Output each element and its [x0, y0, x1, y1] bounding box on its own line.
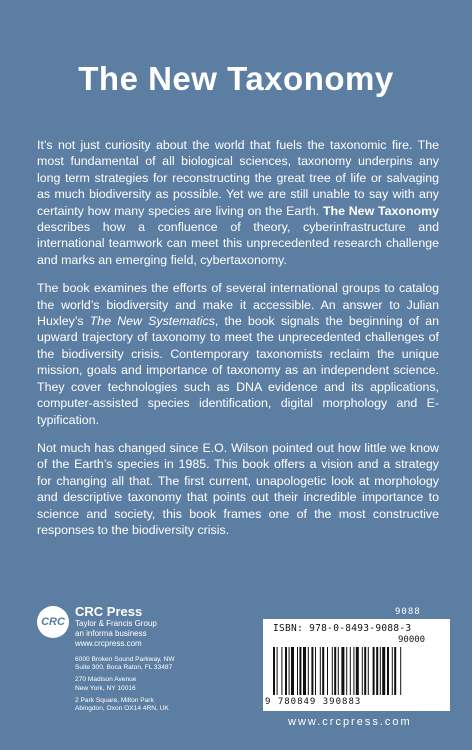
barcode-icon — [269, 647, 445, 697]
publisher-group: Taylor & Francis Group — [75, 619, 157, 628]
back-cover-blurb — [37, 137, 439, 550]
p1-text-b: describes how a confluence of theory, cyberinfrastructure and international teamwork can meet this unprecedented research challenge and marks an emerging field, cybertaxonomy. — [37, 220, 439, 267]
publisher-brand — [75, 604, 157, 649]
publisher-addresses — [75, 656, 175, 713]
address-line: Suite 300, Boca Raton, FL 33487 — [75, 664, 173, 672]
isbn-text: ISBN: 978-0-8493-9088-3 — [273, 623, 412, 634]
p1-bold-title: The New Taxonomy — [322, 203, 440, 218]
book-number: 9088 — [395, 607, 421, 617]
book-title: The New Taxonomy — [78, 60, 394, 97]
address-line: 6000 Broken Sound Parkway, NW — [75, 656, 175, 663]
publisher-tagline: an informa business — [75, 629, 147, 638]
publisher-website-small: www.crcpress.com — [75, 639, 142, 648]
blurb-paragraph-2 — [37, 280, 439, 428]
website-url: www.crcpress.com — [288, 716, 412, 728]
blurb-paragraph-3: Not much has changed since E.O. Wilson pointed out how little we know of the Earth’s species in 1985. This book offers a vision and a strategy for changing all that. The first current, unapologetic look at morphology and descriptive taxonomy that points out their incredible importance to science and society, this book frames one of the most constructive responses to the biodiversity crisis. — [37, 440, 439, 537]
blurb-paragraph-1 — [37, 137, 439, 268]
crc-logo-icon: CRC — [37, 606, 69, 638]
address-line: 270 Madison Avenue — [75, 676, 137, 684]
p2-text-b: , the book signals the beginning of an upward trajectory of taxonomy to meet the unprecedented challenges of the biodiversity crisis. Contemporary taxonomists reclaim the unique mission, goals and importance of taxonomy as an independent science. They cover technologies such as DNA evidence and its applications, computer-assisted species identification, digital morphology and E-typification. — [37, 314, 439, 427]
p2-italic-title: The New Systematics — [89, 314, 215, 329]
address-line: Abingdon, Oxon OX14 4RN, UK — [75, 705, 169, 713]
address-line: New York, NY 10016 — [75, 684, 136, 692]
isbn-barcode-box — [263, 619, 450, 711]
address-line: 2 Park Square, Milton Park — [75, 696, 154, 704]
p1-text-a: It’s not just curiosity about the world that fuels the taxonomic fire. The most fundamental of all biological sciences, taxonomy underpins any long term strategies for reconstructing the great tree of life or salvaging as much biodiversity as possible. Yet we are still unable to say with any certainty how many species are living on the Earth. — [37, 138, 439, 218]
barcode-digits: 9 780849 390883 — [265, 697, 362, 707]
p2-text-a: The book examines the efforts of several international groups to catalog the world’s biodiversity and make it accessible. An answer to Julian Huxley’s — [37, 281, 439, 329]
publisher-name: CRC Press — [75, 604, 143, 619]
price-code: 90000 — [398, 635, 426, 645]
